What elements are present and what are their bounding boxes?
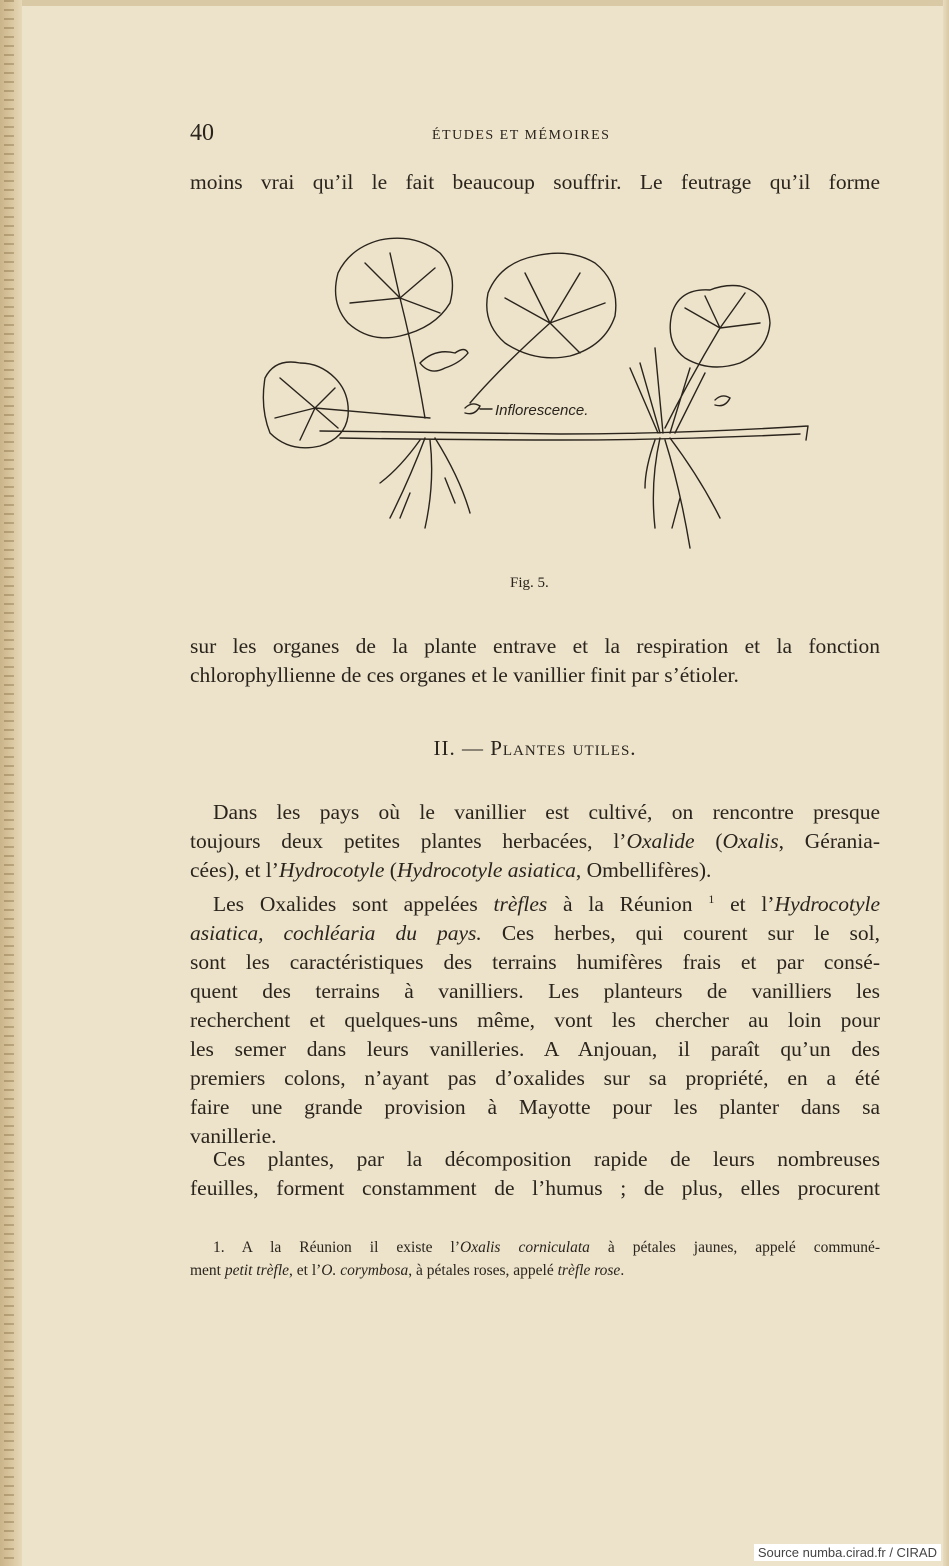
footnote-line [190, 1259, 880, 1282]
text-run: 1. A la Réunion il existe l’ [213, 1239, 460, 1256]
text-run: ( [694, 829, 723, 853]
leaf-right [670, 286, 770, 368]
runner-stem [320, 426, 808, 440]
source-credit: Source numba.cirad.fr / CIRAD [754, 1544, 941, 1561]
text-line: recherchent et quelques-uns même, vont les chercher au loin pour [190, 1008, 880, 1033]
text-run: cées), et l’ [190, 858, 279, 882]
footnote-line [190, 1236, 880, 1259]
italic-run: Oxalis [722, 829, 779, 853]
italic-run: trèfle rose [557, 1262, 621, 1279]
paragraph-3 [190, 1145, 880, 1203]
text-run: à la Réunion [547, 892, 709, 917]
paragraph-2 [190, 885, 880, 1151]
text-run: et l’ [714, 892, 775, 917]
plant-illustration [260, 228, 820, 568]
italic-run: Oxalis corniculata [460, 1239, 590, 1256]
text-run: à pétales jaunes, appelé communé- [589, 1239, 880, 1256]
page-top-edge [0, 0, 949, 6]
text-line [190, 919, 880, 948]
italic-run: trèfles [493, 892, 548, 917]
text-run: ment [190, 1262, 225, 1279]
paragraph-1 [190, 798, 880, 885]
italic-run: Hydrocotyle asiatica [396, 858, 576, 882]
text-line [190, 885, 880, 919]
bud [420, 350, 468, 372]
text-after-figure [190, 632, 880, 690]
inflorescence-label: Inflorescence. [495, 402, 589, 419]
page-right-edge [943, 0, 949, 1566]
footnote [190, 1236, 880, 1282]
italic-run: Hydrocotyle [278, 858, 385, 882]
inflorescence-mark [465, 404, 492, 414]
text-run: Les Oxalides sont appelées [213, 892, 494, 917]
text-line: faire une grande provision à Mayotte pour les planter dans sa [190, 1095, 880, 1120]
page-binding-edge [0, 0, 22, 1566]
section-title: Plantes utiles. [490, 736, 637, 760]
section-heading [190, 736, 880, 761]
italic-run: O. corymbosa [321, 1262, 409, 1279]
page-number: 40 [190, 120, 214, 146]
text-run: Ces herbes, qui courent sur le sol, [481, 921, 880, 946]
text-line [190, 856, 880, 885]
text-run: ( [384, 858, 397, 882]
roots-left [380, 438, 470, 528]
running-head: ÉTUDES ET MÉMOIRES [432, 128, 611, 143]
text-line: les semer dans leurs vanilleries. A Anjouan, il paraît qu’un des [190, 1037, 880, 1062]
footnote-ref: 1 [708, 892, 715, 906]
text-run: , à pétales roses, appelé [408, 1262, 558, 1279]
page-header [190, 120, 880, 150]
text-run: , Ombellifères). [575, 858, 712, 882]
italic-run: asiatica, cochléaria du pays. [190, 921, 482, 946]
leaf-left [263, 362, 348, 448]
text-line: Dans les pays où le vanillier est cultivé, on rencontre presque [213, 800, 880, 824]
italic-run: petit trèfle [224, 1262, 290, 1279]
text-run: , Gérania- [778, 829, 880, 853]
text-line: feuilles, forment constamment de l’humus ; de plus, elles procurent [190, 1176, 880, 1200]
inflorescence-mark [715, 396, 730, 406]
upright-stems [630, 348, 705, 433]
text-line: sur les organes de la plante entrave et la respiration et la fonction [190, 634, 880, 658]
italic-run: Hydrocotyle [774, 892, 881, 917]
text-run: toujours deux petites plantes herbacées, l’ [190, 829, 627, 853]
leaf-top-left [336, 238, 453, 338]
text-line: moins vrai qu’il le fait beaucoup souffrir. Le feutrage qu’il forme [190, 170, 880, 194]
text-line: vanillerie. [190, 1124, 277, 1149]
text-run: , et l’ [289, 1262, 322, 1279]
italic-run: Oxalide [626, 829, 695, 853]
top-text [190, 168, 880, 197]
figure-caption: Fig. 5. [510, 575, 549, 591]
text-line [190, 827, 880, 856]
roots-right [645, 438, 720, 548]
text-line: sont les caractéristiques des terrains humifères frais et par consé- [190, 950, 880, 975]
text-line: Ces plantes, par la décomposition rapide de leurs nombreuses [213, 1147, 880, 1171]
text-line: chlorophyllienne de ces organes et le vanillier finit par s’étioler. [190, 663, 739, 687]
text-line: quent des terrains à vanilliers. Les planteurs de vanilliers les [190, 979, 880, 1004]
section-number: II. — [433, 736, 484, 760]
text-run: . [620, 1262, 625, 1279]
binding-stitches [4, 0, 14, 1566]
text-line: premiers colons, n’ayant pas d’oxalides sur sa propriété, en a été [190, 1066, 880, 1091]
